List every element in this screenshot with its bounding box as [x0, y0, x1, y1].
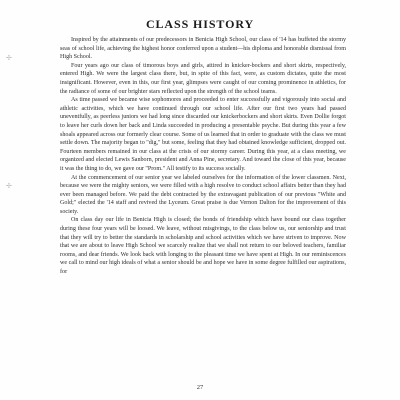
page-title: CLASS HISTORY — [145, 17, 255, 31]
margin-mark: ✢ — [6, 182, 12, 190]
paragraph: On class day our life in Benicia High is closed; the bonds of friendship which have bound our class together during these four years will be loosed. We leave, without misgivings, to the class below us, our seniorship and trust that they will try to better the standards in scholarship and school activities which we have striven to improve. Now that we are about to leave High School we scarcely realize that we shall not return to our beloved teachers, familiar rooms, and dear friends. We look back with longing to the pleasant time we have spent at High. In our reminiscences we call to mind our high ideals of what a senior should be and hope we have in some degree fulfilled our aspirations, for — [60, 217, 346, 276]
paragraph: Four years ago our class of timorous boys and girls, attired in knicker-bockers and short skirts, respectively, entered High. We were the largest class there, but, in spite of this fact, were, as custom dictates, quite the most insignificant. However, even in this, our first year, glimpses were caught of our coming prominence in athletics, for the radiance of some of our brighter stars reflected upon the strength of the school teams. — [60, 62, 346, 95]
page-number: 27 — [196, 384, 204, 391]
margin-mark: ✢ — [6, 54, 12, 62]
paragraph: Inspired by the attainments of our predecessors in Benicia High School, our class of '14 has buffeted the stormy seas of school life, achieving the highest honor conferred upon a student—his diploma and honorable dismissal from High School. — [60, 37, 346, 61]
paragraph: At the commencement of our senior year we labeled ourselves for the information of the lower classmen. Next, because we were the mighty seniors, we were filled with a high resolve to conduct school affairs better than they had ever been managed before. We paid the debt contracted by the extravagant publication of our previous "White and Gold;" elected the '14 staff and revived the Lyceum. Great praise is due Vernon Dalton for the improvement of this society. — [60, 174, 346, 215]
paragraph: As time passed we became wise sophomores and proceeded to enter successfully and vigorously into social and athletic activities, which we have continued through our school life. After our first two years had passed uneventfully, as peerless juniors we had long since discarded our knickerbockers and short skirts. Even Dollie forgot to leave her curls down her back and Linda succeeded in producing a presentable psyche. But during this year a few shoals appeared across our formerly clear course. Some of us learned that in order to graduate with the class we must settle down. The majority began to "dig," but some, feeling that they had obtained knowledge sufficient, dropped out. Fourteen members remained in our class at the crisis of our stormy career. During this year, at a class meeting, we organized and elected Lewis Sanborn, president and Anna Pine, secretary. And toward the close of this year, because it was the thing to do, we gave our "Prom." All testify to its success socially. — [60, 97, 346, 172]
body-text — [60, 36, 346, 277]
